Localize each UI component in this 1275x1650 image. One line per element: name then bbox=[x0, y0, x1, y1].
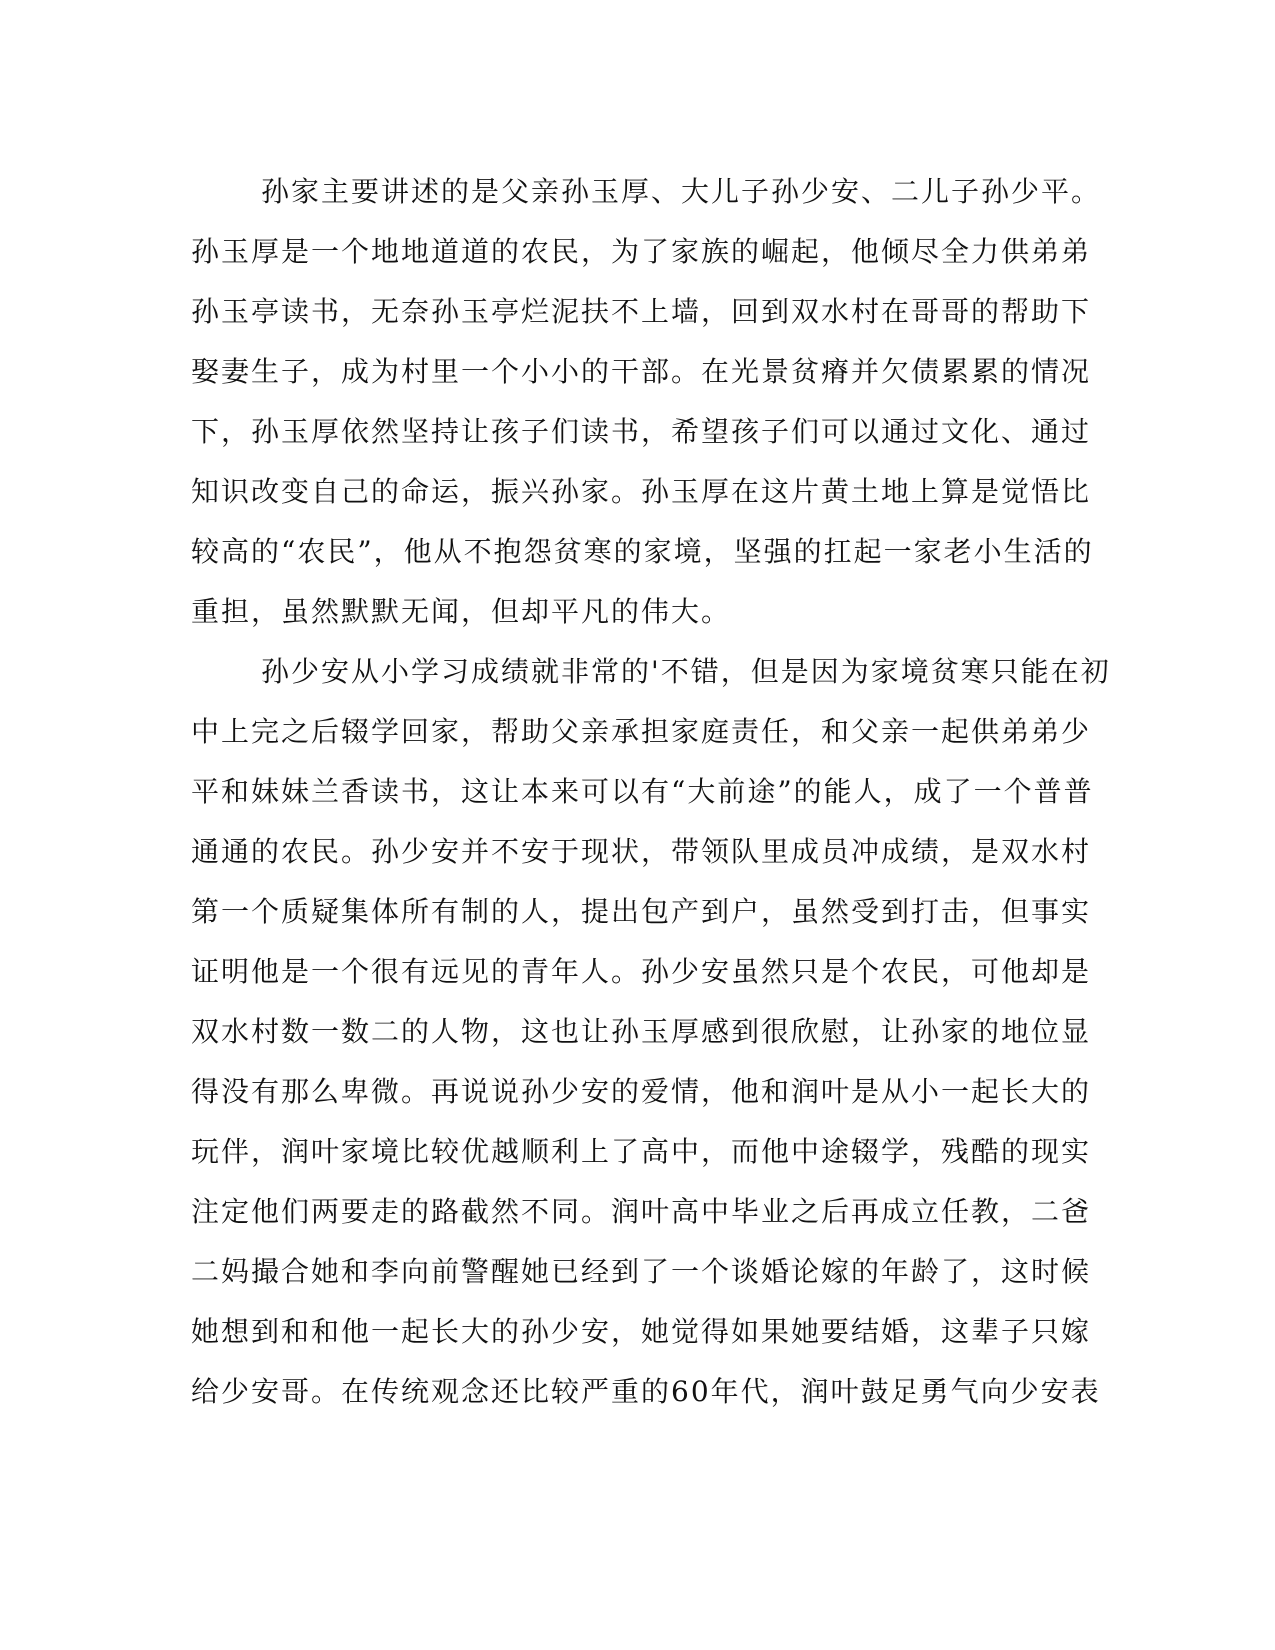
text-line: 孙玉厚是一个地地道道的农民，为了家族的崛起，他倾尽全力供弟弟 bbox=[191, 235, 1092, 268]
text-line: 双水村数一数二的人物，这也让孙玉厚感到很欣慰，让孙家的地位显 bbox=[191, 1015, 1092, 1048]
document-body bbox=[191, 162, 1111, 1422]
text-line: 第一个质疑集体所有制的人，提出包产到户，虽然受到打击，但事实 bbox=[191, 895, 1092, 928]
text-line: 得没有那么卑微。再说说孙少安的爱情，他和润叶是从小一起长大的 bbox=[191, 1075, 1092, 1108]
text-line: 给少安哥。在传统观念还比较严重的60年代，润叶鼓足勇气向少安表 bbox=[191, 1375, 1101, 1408]
text-line: 通通的农民。孙少安并不安于现状，带领队里成员冲成绩，是双水村 bbox=[191, 835, 1092, 868]
text-line: 较高的“农民”，他从不抱怨贫寒的家境，坚强的扛起一家老小生活的 bbox=[191, 535, 1094, 568]
text-line: 她想到和和他一起长大的孙少安，她觉得如果她要结婚，这辈子只嫁 bbox=[191, 1315, 1092, 1348]
text-line: 玩伴，润叶家境比较优越顺利上了高中，而他中途辍学，残酷的现实 bbox=[191, 1135, 1092, 1168]
text-line: 证明他是一个很有远见的青年人。孙少安虽然只是个农民，可他却是 bbox=[191, 955, 1092, 988]
text-line: 注定他们两要走的路截然不同。润叶高中毕业之后再成立任教，二爸 bbox=[191, 1195, 1092, 1228]
text-line: 知识改变自己的命运，振兴孙家。孙玉厚在这片黄土地上算是觉悟比 bbox=[191, 475, 1092, 508]
text-line: 中上完之后辍学回家，帮助父亲承担家庭责任，和父亲一起供弟弟少 bbox=[191, 715, 1092, 748]
text-line: 平和妹妹兰香读书，这让本来可以有“大前途”的能人，成了一个普普 bbox=[191, 775, 1094, 808]
text-line: 二妈撮合她和李向前警醒她已经到了一个谈婚论嫁的年龄了，这时候 bbox=[191, 1255, 1092, 1288]
text-line: 孙少安从小学习成绩就非常的'不错，但是因为家境贫寒只能在初 bbox=[261, 655, 1111, 688]
text-line: 孙玉亭读书，无奈孙玉亭烂泥扶不上墙，回到双水村在哥哥的帮助下 bbox=[191, 295, 1092, 328]
text-line: 娶妻生子，成为村里一个小小的干部。在光景贫瘠并欠债累累的情况 bbox=[191, 355, 1092, 388]
text-line: 重担，虽然默默无闻，但却平凡的伟大。 bbox=[191, 595, 732, 628]
text-line: 下，孙玉厚依然坚持让孩子们读书，希望孩子们可以通过文化、通过 bbox=[191, 415, 1092, 448]
text-line: 孙家主要讲述的是父亲孙玉厚、大儿子孙少安、二儿子孙少平。 bbox=[261, 175, 1102, 208]
paragraph-1 bbox=[191, 162, 1102, 642]
paragraph-2 bbox=[191, 642, 1111, 1422]
